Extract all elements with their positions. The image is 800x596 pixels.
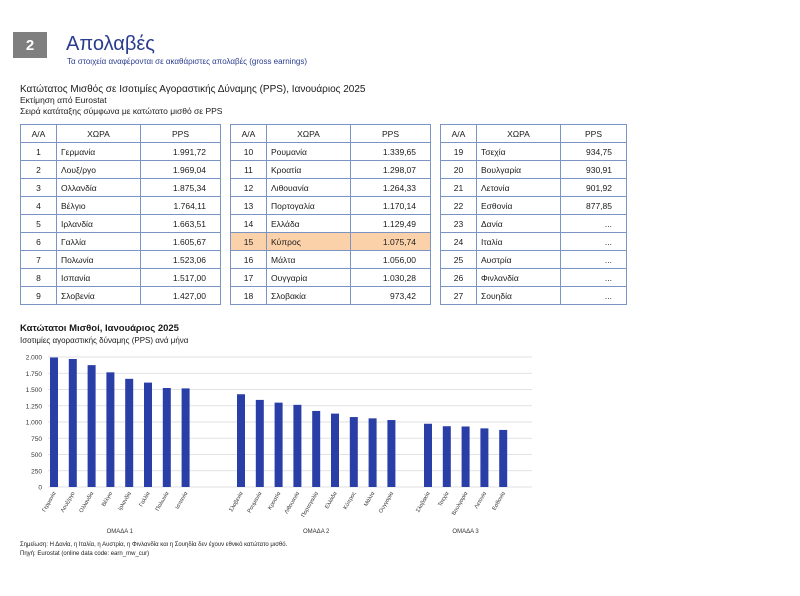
pps-value-cell: 1.969,04 (141, 161, 221, 179)
y-tick-label: 1.500 (25, 387, 42, 394)
header-rank: Α/Α (21, 125, 57, 143)
country-cell: Ολλανδία (57, 179, 141, 197)
rank-cell: 26 (441, 269, 477, 287)
pps-value-cell: ... (561, 269, 627, 287)
x-tick-label: Πολωνία (154, 491, 171, 513)
rank-cell: 27 (441, 287, 477, 305)
country-cell: Μάλτα (267, 251, 351, 269)
chart-subtitle: Ισοτιμίες αγοραστικής δύναμης (PPS) ανά μήνα (20, 336, 189, 345)
pps-value-cell: 1.075,74 (351, 233, 431, 251)
country-cell: Κροατία (267, 161, 351, 179)
x-tick-label: Βουλγαρία (451, 491, 470, 517)
bar (163, 388, 171, 487)
x-tick-label: Σλοβενία (228, 491, 245, 513)
pps-value-cell: 877,85 (561, 197, 627, 215)
bar (312, 411, 320, 487)
x-tick-label: Τσεχία (437, 491, 451, 508)
pps-value-cell: 901,92 (561, 179, 627, 197)
bar (182, 388, 190, 487)
bar (275, 403, 283, 487)
bar (331, 414, 339, 487)
bar (88, 365, 96, 487)
country-cell: Σλοβενία (57, 287, 141, 305)
x-tick-label: Βέλγιο (100, 491, 115, 508)
country-cell: Ιρλανδία (57, 215, 141, 233)
rank-cell: 24 (441, 233, 477, 251)
pps-value-cell: 1.605,67 (141, 233, 221, 251)
x-tick-label: Ισπανία (174, 491, 190, 511)
pps-value-cell: 930,91 (561, 161, 627, 179)
bar (106, 372, 114, 487)
x-tick-label: Σλοβακία (415, 491, 432, 514)
y-tick-label: 2.000 (25, 354, 42, 362)
country-cell: Γερμανία (57, 143, 141, 161)
bar (443, 426, 451, 487)
country-cell: Λετονία (477, 179, 561, 197)
y-tick-label: 1.250 (25, 403, 42, 411)
rank-cell: 25 (441, 251, 477, 269)
rank-cell: 9 (21, 287, 57, 305)
bar (144, 383, 152, 487)
rank-cell: 4 (21, 197, 57, 215)
x-tick-label: Ελλάδα (324, 491, 339, 511)
pps-value-cell: 1.030,28 (351, 269, 431, 287)
y-tick-label: 1.750 (25, 370, 42, 378)
rank-cell: 13 (231, 197, 267, 215)
country-cell: Σλοβακία (267, 287, 351, 305)
group-label: ΟΜΑΔΑ 3 (452, 529, 479, 535)
rank-cell: 8 (21, 269, 57, 287)
chart-footnote: Σημείωση: Η Δανία, η Ιταλία, η Αυστρία, η Φινλανδία και η Σουηδία δεν έχουν εθνικό κατώτατο μισθό. (20, 542, 288, 548)
x-tick-label: Ολλανδία (78, 491, 96, 514)
rank-cell: 6 (21, 233, 57, 251)
rank-cell: 2 (21, 161, 57, 179)
y-tick-label: 0 (38, 484, 42, 492)
page-subtitle: Τα στοιχεία αναφέρονται σε ακαθάριστες απολαβές (gross earnings) (67, 57, 308, 66)
country-cell: Δανία (477, 215, 561, 233)
x-tick-label: Ιρλανδία (117, 491, 133, 512)
y-tick-label: 500 (31, 452, 42, 459)
page-title: Απολαβές (66, 33, 155, 55)
pps-value-cell: 1.523,06 (141, 251, 221, 269)
pps-value-cell: ... (561, 215, 627, 233)
chart-title: Κατώτατοι Μισθοί, Ιανουάριος 2025 (20, 323, 179, 334)
rank-cell: 14 (231, 215, 267, 233)
bar (369, 418, 377, 487)
x-tick-label: Ουγγαρία (378, 491, 396, 515)
pps-value-cell: 1.170,14 (351, 197, 431, 215)
table-subtitle: Εκτίμηση από Eurostat (20, 95, 107, 105)
group-label: ΟΜΑΔΑ 2 (303, 529, 330, 535)
country-cell: Γαλλία (57, 233, 141, 251)
country-cell: Κύπρος (267, 233, 351, 251)
bar (499, 430, 507, 487)
rank-cell: 18 (231, 287, 267, 305)
pps-value-cell: 1.875,34 (141, 179, 221, 197)
x-tick-label: Λετονία (473, 491, 489, 510)
country-cell: Βέλγιο (57, 197, 141, 215)
header-pps: PPS (351, 125, 431, 143)
bar (387, 420, 395, 487)
pps-value-cell: 1.129,49 (351, 215, 431, 233)
country-cell: Ουγγαρία (267, 269, 351, 287)
table-title: Κατώτατος Μισθός σε Ισοτιμίες Αγοραστικής Δύναμης (PPS), Ιανουάριος 2025 (20, 84, 366, 95)
x-tick-label: Λουξ/ργο (59, 491, 77, 514)
x-tick-label: Γαλλία (138, 491, 152, 508)
chart-source: Πηγή: Eurostat (online data code: earn_mw_cur) (20, 551, 150, 557)
header-pps: PPS (561, 125, 627, 143)
rank-cell: 23 (441, 215, 477, 233)
bar (237, 394, 245, 487)
country-cell: Ισπανία (57, 269, 141, 287)
pps-value-cell: 1.298,07 (351, 161, 431, 179)
rank-cell: 15 (231, 233, 267, 251)
table-ranking-note: Σειρά κατάταξης σύμφωνα με κατώτατο μισθό σε PPS (20, 106, 223, 116)
x-tick-label: Γερμανία (41, 491, 58, 514)
pps-value-cell: ... (561, 233, 627, 251)
rank-cell: 17 (231, 269, 267, 287)
bar (480, 428, 488, 487)
rank-cell: 22 (441, 197, 477, 215)
pps-value-cell: 973,42 (351, 287, 431, 305)
rank-cell: 3 (21, 179, 57, 197)
header-country: ΧΩΡΑ (477, 125, 561, 143)
x-tick-label: Εσθονία (491, 491, 507, 512)
pps-value-cell: 1.663,51 (141, 215, 221, 233)
x-tick-label: Πορτογαλία (300, 491, 320, 519)
x-tick-label: Λιθουανία (283, 491, 302, 516)
section-number-badge: 2 (13, 32, 47, 58)
bar (69, 359, 77, 487)
rank-cell: 21 (441, 179, 477, 197)
bar (293, 405, 301, 487)
country-cell: Εσθονία (477, 197, 561, 215)
pps-value-cell: 1.764,11 (141, 197, 221, 215)
rank-cell: 12 (231, 179, 267, 197)
x-tick-label: Κροατία (267, 491, 283, 511)
rank-cell: 10 (231, 143, 267, 161)
pps-value-cell: 934,75 (561, 143, 627, 161)
country-cell: Αυστρία (477, 251, 561, 269)
y-tick-label: 1.000 (25, 419, 42, 427)
pps-value-cell: ... (561, 287, 627, 305)
header-rank: Α/Α (231, 125, 267, 143)
header-country: ΧΩΡΑ (267, 125, 351, 143)
y-tick-label: 250 (31, 468, 42, 476)
rank-cell: 11 (231, 161, 267, 179)
bar (350, 417, 358, 487)
rank-cell: 1 (21, 143, 57, 161)
pps-value-cell: 1.056,00 (351, 251, 431, 269)
country-cell: Φινλανδία (477, 269, 561, 287)
country-cell: Πορτογαλία (267, 197, 351, 215)
x-tick-label: Μάλτα (363, 491, 377, 508)
pps-value-cell: 1.339,65 (351, 143, 431, 161)
bar (125, 379, 133, 487)
country-cell: Ιταλία (477, 233, 561, 251)
country-cell: Πολωνία (57, 251, 141, 269)
pps-value-cell: ... (561, 251, 627, 269)
pps-value-cell: 1.517,00 (141, 269, 221, 287)
bar (424, 424, 432, 487)
rank-cell: 20 (441, 161, 477, 179)
pps-value-cell: 1.264,33 (351, 179, 431, 197)
x-tick-label: Ρουμανία (246, 491, 264, 515)
header-pps: PPS (141, 125, 221, 143)
rank-cell: 7 (21, 251, 57, 269)
country-cell: Ρουμανία (267, 143, 351, 161)
country-cell: Βουλγαρία (477, 161, 561, 179)
country-cell: Τσεχία (477, 143, 561, 161)
group-label: ΟΜΑΔΑ 1 (106, 529, 133, 535)
bar (256, 400, 264, 487)
rank-cell: 5 (21, 215, 57, 233)
country-cell: Ελλάδα (267, 215, 351, 233)
country-cell: Λουξ/ργο (57, 161, 141, 179)
country-cell: Λιθουανία (267, 179, 351, 197)
rank-cell: 19 (441, 143, 477, 161)
rank-cell: 16 (231, 251, 267, 269)
pps-value-cell: 1.427,00 (141, 287, 221, 305)
country-cell: Σουηδία (477, 287, 561, 305)
header-rank: Α/Α (441, 125, 477, 143)
header-country: ΧΩΡΑ (57, 125, 141, 143)
bar (50, 358, 58, 487)
y-tick-label: 750 (31, 435, 42, 443)
pps-value-cell: 1.991,72 (141, 143, 221, 161)
bar (462, 426, 470, 487)
x-tick-label: Κύπρος (342, 491, 358, 511)
